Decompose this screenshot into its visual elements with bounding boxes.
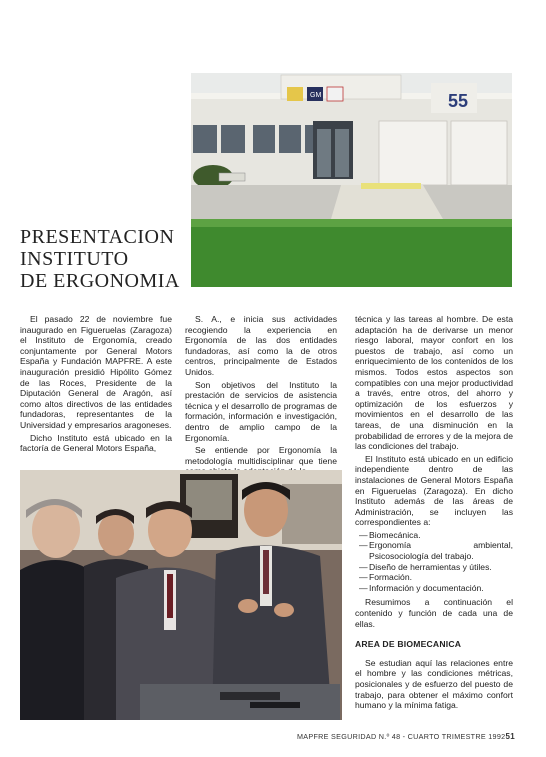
gm-logo-text: GM	[310, 92, 322, 99]
page-number: 51	[505, 732, 515, 741]
paragraph: S. A., e inicia sus actividades recogiendo la experiencia en Ergonomía de las dos entidades fundadoras, así como la de otros centros, principalmente de Estados Unidos.	[185, 314, 337, 377]
title-line-2: INSTITUTO	[20, 248, 129, 270]
title-line-1: PRESENTACION	[20, 226, 175, 248]
list-item: — Formación.	[359, 572, 513, 583]
journal-reference: MAPFRE SEGURIDAD N.º 48 - CUARTO TRIMESTRE 1992	[297, 732, 506, 741]
paragraph: Dicho Instituto está ubicado en la factoría de General Motors España,	[20, 432, 172, 454]
list-item: — Biomecánica.	[359, 530, 513, 541]
list-item: — Información y documentación.	[359, 583, 513, 594]
paragraph: Se entiende por Ergonomía la metodología multidisciplinar que tiene	[185, 445, 337, 466]
article-column-3	[355, 314, 513, 713]
inauguration-photo-drawing	[20, 470, 342, 720]
article-column-2	[185, 314, 337, 479]
list-item: — Ergonomía ambiental, Psicosociología del trabajo.	[359, 540, 513, 561]
building-number: 55	[448, 91, 469, 111]
paragraph: El Instituto está ubicado en un edificio independiente dentro de las instalaciones de General Motors España en Figueruelas (Zaragoza). En dicho Instituto además de las áreas de Administración, se incluyen las correspondientes a:	[355, 453, 513, 528]
page-footer	[297, 732, 515, 741]
areas-list	[359, 530, 513, 594]
paragraph: Son objetivos del Instituto la prestación de servicios de asistencia técnica y el desarrollo de programas de formación, información e investigación, dentro de amplio campo de la Ergonomía.	[185, 379, 337, 443]
paragraph: El pasado 22 de noviembre fue inaugurado en Figueruelas (Zaragoza) el Instituto de Ergonomía, creado conjuntamente por General Motors España y Fundación MAPFRE. A este inauguración presidió Hipólito Gómez de las Roces, Presidente de la Diputación General de Aragón, así como altos directivos de las entidades fundadoras, representantes de la Universidad y empresarios aragoneses.	[20, 314, 172, 430]
article-title	[20, 226, 190, 292]
building-photo-drawing	[191, 73, 512, 287]
paragraph: Se estudian aquí las relaciones entre el hombre y las condiciones métricas, posicionales y de esfuerzo del puesto de trabajo, para obtener el máximo confort humano y la mínima fatiga.	[355, 657, 513, 711]
paragraph: técnica y las tareas al hombre. De esta adaptación ha de derivarse un menor riesgo laboral, mayor confort en los puestos de trabajo, así como un enriquecimiento de los contenidos de los mismos. Todos estos aspectos son compatibles con una mejor productividad a través, entre otros, del ahorro y optimización de los esfuerzos y movimientos en el desarrollo de las tareas, de una disminución en la probabilidad de errores y de la mejora de las condiciones del trabajo.	[355, 314, 513, 452]
title-line-3: DE ERGONOMIA	[20, 270, 180, 292]
inauguration-photo	[20, 470, 342, 720]
paragraph: Resumimos a continuación el contenido y función de cada una de ellas.	[355, 597, 513, 629]
list-item: — Diseño de herramientas y útiles.	[359, 562, 513, 573]
building-photo	[191, 73, 512, 287]
section-heading: AREA DE BIOMECANICA	[355, 639, 462, 650]
article-column-1	[20, 314, 172, 456]
